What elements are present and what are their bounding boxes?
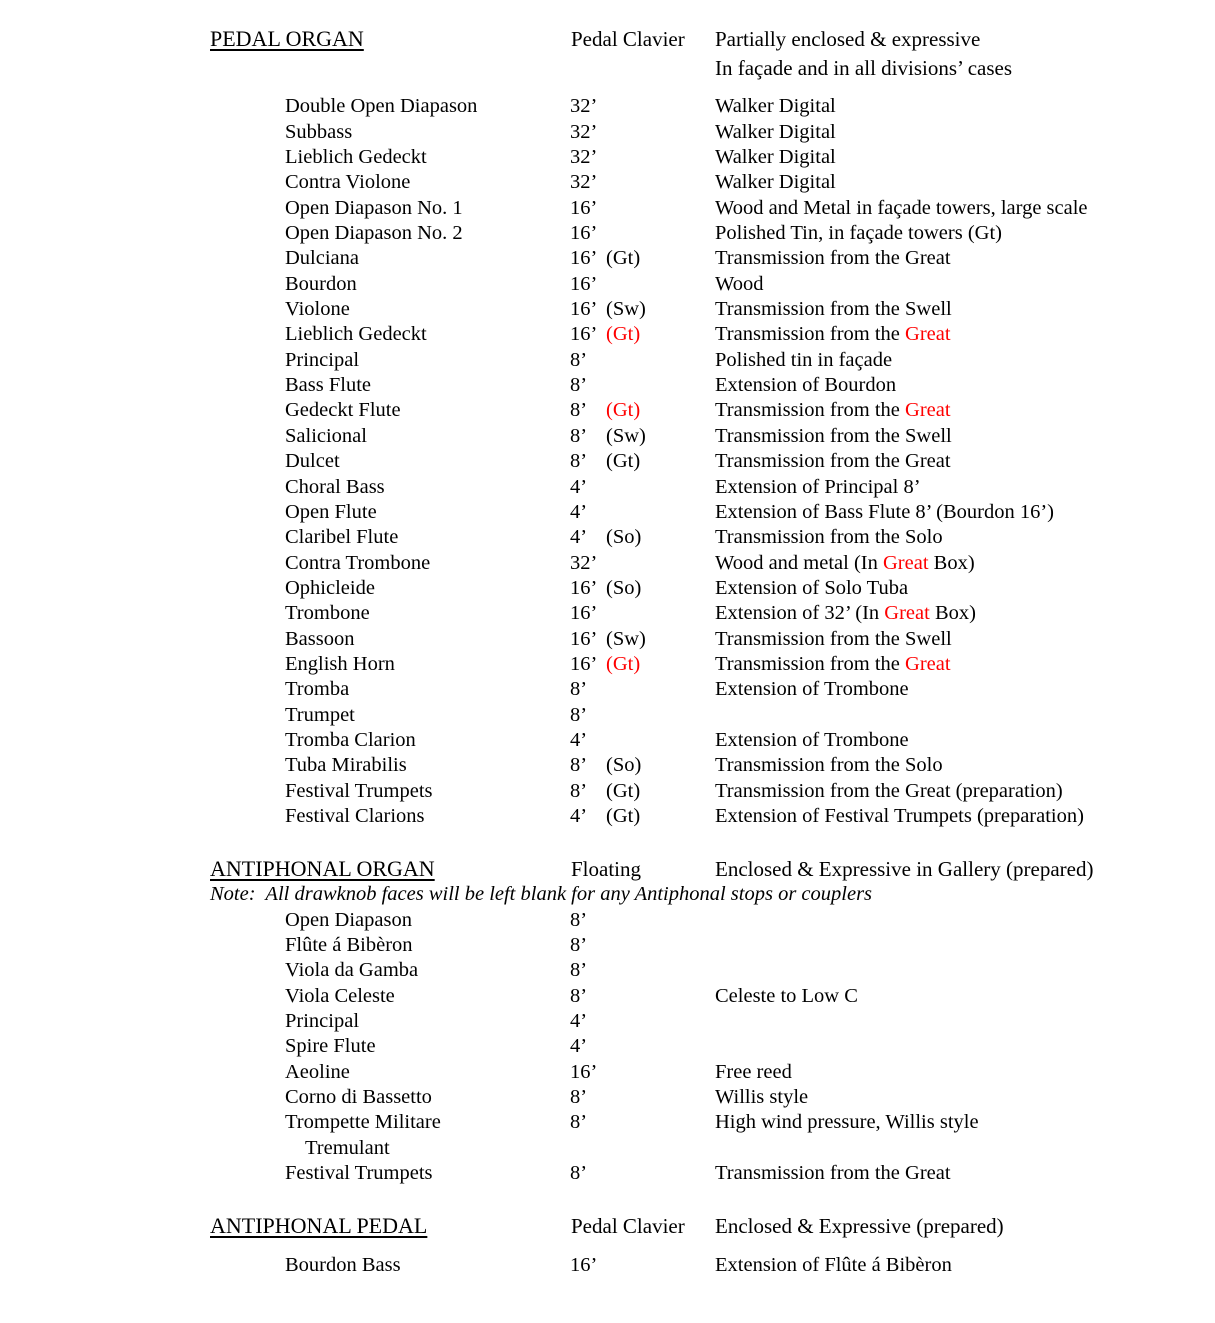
stop-row (0, 475, 1215, 500)
stop-description (715, 348, 892, 373)
stop-description (715, 576, 908, 601)
stop-row (0, 373, 1215, 398)
stop-description (715, 322, 951, 347)
section-description-row (0, 56, 1215, 81)
stop-name: Principal (285, 1010, 360, 1033)
stop-row (0, 424, 1215, 449)
stop-name: Ophicleide (285, 576, 375, 599)
stop-name: Principal (285, 348, 360, 371)
stop-row (0, 1060, 1215, 1085)
stop-description (715, 1085, 808, 1110)
stop-pitch: 8’ (570, 1086, 588, 1109)
red-text-segment: Great (905, 323, 951, 346)
stop-pitch: 4’ (570, 500, 588, 523)
text-segment: Extension of Bass Flute 8’ (Bourdon 16’) (715, 500, 1054, 523)
stop-row (0, 246, 1215, 271)
stop-name: Violone (285, 298, 350, 321)
stop-pitch: 16’ (570, 652, 598, 675)
section-description: Partially enclosed & expressive (715, 27, 981, 51)
note-line: Note: All drawknob faces will be left blank for any Antiphonal stops or couplers (210, 883, 873, 906)
stop-name: Open Diapason No. 2 (285, 222, 463, 245)
stop-description (715, 984, 858, 1009)
stop-division-tag: (So) (606, 526, 642, 549)
stop-row (0, 1085, 1215, 1110)
stop-name: Bourdon (285, 272, 357, 295)
organ-section (0, 856, 1215, 1186)
stop-pitch: 8’ (570, 678, 588, 701)
stop-division-tag: (So) (606, 576, 642, 599)
section-heading-row (0, 26, 1215, 52)
stop-description (715, 804, 1084, 829)
text-segment: Transmission from the Swell (715, 424, 952, 447)
stop-pitch: 8’ (570, 450, 588, 473)
text-segment: Celeste to Low C (715, 984, 858, 1007)
section-clavier: Floating (571, 857, 642, 882)
section-clavier: Pedal Clavier (571, 1214, 685, 1239)
section-heading: PEDAL ORGAN (210, 26, 364, 51)
sections-container (0, 26, 1215, 1279)
stop-description (715, 398, 951, 423)
stop-row (0, 221, 1215, 246)
stop-name: Bourdon Bass (285, 1254, 401, 1277)
stop-row (0, 170, 1215, 195)
text-segment: Wood and metal (In (715, 551, 883, 574)
stop-row (0, 525, 1215, 550)
stop-pitch: 8’ (570, 984, 588, 1007)
text-segment: Transmission from the Swell (715, 627, 952, 650)
stop-row (0, 1136, 1215, 1161)
organ-section (0, 26, 1215, 829)
text-segment: Transmission from the Solo (715, 526, 943, 549)
stop-division-tag: (Sw) (606, 627, 646, 650)
stop-description (715, 246, 951, 271)
stop-pitch: 4’ (570, 475, 588, 498)
section-description: Enclosed & Expressive in Gallery (prepared) (715, 857, 1094, 882)
stop-row (0, 196, 1215, 221)
stop-name: Spire Flute (285, 1035, 376, 1058)
section-description: In façade and in all divisions’ cases (715, 56, 1013, 80)
stop-pitch: 8’ (570, 399, 588, 422)
text-segment: Box) (928, 551, 975, 574)
stop-pitch: 8’ (570, 348, 588, 371)
red-text-segment: Great (884, 602, 930, 625)
stop-name: Salicional (285, 424, 367, 447)
text-segment: Willis style (715, 1086, 809, 1109)
text-segment: Extension of Principal 8’ (715, 475, 921, 498)
text-segment: Polished tin in façade (715, 348, 893, 371)
stop-list (0, 1253, 1215, 1278)
stop-name: Flûte á Bibèron (285, 934, 413, 956)
stop-name: Double Open Diapason (285, 95, 478, 118)
section-description: Enclosed & Expressive (prepared) (715, 1214, 1004, 1239)
text-segment: High wind pressure, Willis style (715, 1111, 979, 1134)
stop-row (0, 728, 1215, 753)
stop-list (0, 94, 1215, 829)
stop-row (0, 933, 1215, 958)
stop-row (0, 958, 1215, 983)
stop-pitch: 16’ (570, 272, 598, 295)
stop-name: Viola Celeste (285, 984, 395, 1007)
stop-description (715, 1110, 979, 1135)
stop-row (0, 703, 1215, 728)
text-segment: Extension of 32’ (In (715, 602, 885, 625)
stop-division-tag: (Gt) (606, 804, 641, 827)
text-segment: Transmission from the (715, 399, 906, 422)
stop-name: Open Flute (285, 500, 377, 523)
stop-description (715, 1060, 792, 1085)
stop-row (0, 500, 1215, 525)
stop-description (715, 627, 952, 652)
stop-description (715, 170, 836, 195)
stop-pitch: 32’ (570, 551, 598, 574)
stop-name: Open Diapason No. 1 (285, 196, 463, 219)
stop-pitch: 4’ (570, 1035, 588, 1058)
text-segment: Walker Digital (715, 120, 836, 143)
stop-description (715, 551, 975, 576)
stop-row (0, 627, 1215, 652)
stop-pitch: 16’ (570, 247, 598, 270)
stop-pitch: 16’ (570, 323, 598, 346)
stop-pitch: 4’ (570, 804, 588, 827)
stop-pitch: 4’ (570, 728, 588, 751)
stop-description (715, 525, 943, 550)
stop-division-tag: (Gt) (606, 399, 641, 422)
stop-pitch: 16’ (570, 576, 598, 599)
stop-row (0, 1253, 1215, 1278)
stop-name: Gedeckt Flute (285, 399, 401, 422)
stop-description (715, 601, 976, 626)
stop-name: Contra Trombone (285, 551, 431, 574)
stop-pitch: 16’ (570, 1254, 598, 1277)
stop-division-tag: (Gt) (606, 450, 641, 473)
stop-row (0, 297, 1215, 322)
stop-name: Claribel Flute (285, 526, 399, 549)
stop-name: Bassoon (285, 627, 355, 650)
stop-pitch: 8’ (570, 908, 588, 931)
stop-description (715, 196, 1088, 221)
stop-name: Subbass (285, 120, 353, 143)
text-segment: Transmission from the (715, 652, 906, 675)
stop-description (715, 652, 951, 677)
stop-row (0, 677, 1215, 702)
stop-row (0, 804, 1215, 829)
section-heading-row (0, 856, 1215, 882)
text-segment: Walker Digital (715, 146, 836, 169)
stop-row (0, 779, 1215, 804)
stop-name: Bass Flute (285, 374, 371, 397)
stop-name: English Horn (285, 652, 395, 675)
stop-pitch: 32’ (570, 171, 598, 194)
stop-row (0, 601, 1215, 626)
stop-division-tag: (So) (606, 754, 642, 777)
text-segment: Extension of Bourdon (715, 374, 897, 397)
stop-row (0, 1034, 1215, 1059)
stop-row (0, 1009, 1215, 1034)
stop-name: Trombone (285, 602, 370, 625)
stop-description (715, 424, 952, 449)
stop-pitch: 16’ (570, 602, 598, 625)
stop-pitch: 8’ (570, 959, 588, 982)
stop-name: Dulciana (285, 247, 359, 270)
text-segment: Extension of Flûte á Bibèron (715, 1254, 952, 1277)
stop-row (0, 348, 1215, 373)
stop-description (715, 221, 1002, 246)
text-segment: Transmission from the Solo (715, 754, 943, 777)
stop-row (0, 551, 1215, 576)
stop-pitch: 8’ (570, 934, 588, 956)
text-segment: Polished Tin, in façade towers (Gt) (715, 222, 1002, 245)
stop-row (0, 449, 1215, 474)
stop-pitch: 16’ (570, 298, 598, 321)
text-segment: Extension of Festival Trumpets (preparation) (715, 804, 1084, 827)
stop-name: Tromba Clarion (285, 728, 416, 751)
stop-division-tag: (Sw) (606, 424, 646, 447)
stop-row (0, 908, 1215, 933)
stop-name: Festival Clarions (285, 804, 425, 827)
stop-division-tag: (Gt) (606, 323, 641, 346)
stop-name: Contra Violone (285, 171, 411, 194)
stop-name: Trumpet (285, 703, 355, 726)
section-heading: ANTIPHONAL ORGAN (210, 856, 435, 882)
stop-list (0, 908, 1215, 1187)
stop-row (0, 984, 1215, 1009)
text-segment: Wood (715, 272, 764, 295)
stop-pitch: 8’ (570, 1162, 588, 1185)
organ-section (0, 1213, 1215, 1278)
text-segment: Extension of Trombone (715, 728, 909, 751)
stop-description (715, 728, 909, 753)
stop-pitch: 32’ (570, 95, 598, 118)
stop-description (715, 272, 763, 297)
section-heading-row (0, 1213, 1215, 1239)
stop-pitch: 32’ (570, 146, 598, 169)
stop-description (715, 677, 909, 702)
stop-row (0, 652, 1215, 677)
stop-pitch: 8’ (570, 374, 588, 397)
stop-description (715, 1161, 951, 1186)
stop-row (0, 576, 1215, 601)
stop-name: Tuba Mirabilis (285, 754, 407, 777)
stop-pitch: 32’ (570, 120, 598, 143)
stop-row (0, 1161, 1215, 1186)
stop-pitch: 8’ (570, 424, 588, 447)
stop-row (0, 120, 1215, 145)
stop-name: Choral Bass (285, 475, 385, 498)
stop-pitch: 16’ (570, 196, 598, 219)
text-segment: Transmission from the Great (715, 1162, 951, 1185)
stop-name: Tromba (285, 678, 350, 701)
text-segment: Transmission from the Swell (715, 298, 952, 321)
stop-description (715, 500, 1054, 525)
stop-description (715, 94, 836, 119)
stop-name: Dulcet (285, 450, 340, 473)
text-segment: Walker Digital (715, 171, 836, 194)
stop-row (0, 322, 1215, 347)
stop-row (0, 272, 1215, 297)
stop-pitch: 4’ (570, 526, 588, 549)
stop-description (715, 1253, 952, 1278)
stop-description (715, 373, 896, 398)
stop-row (0, 1110, 1215, 1135)
red-text-segment: Great (905, 652, 951, 675)
stop-division-tag: (Gt) (606, 652, 641, 675)
stop-pitch: 8’ (570, 779, 588, 802)
stop-name: Corno di Bassetto (285, 1086, 432, 1109)
stop-description (715, 779, 1063, 804)
stop-name: Aeoline (285, 1060, 350, 1083)
stop-description (715, 449, 951, 474)
stop-name: Lieblich Gedeckt (285, 323, 427, 346)
text-segment: Walker Digital (715, 95, 836, 118)
stop-row (0, 398, 1215, 423)
stop-pitch: 16’ (570, 1060, 598, 1083)
text-segment: Transmission from the Great (preparation) (715, 779, 1063, 802)
stop-description (715, 120, 836, 145)
stop-name: Open Diapason (285, 908, 412, 931)
stop-name: Trompette Militare (285, 1111, 441, 1134)
stop-name: Festival Trumpets (285, 779, 433, 802)
section-clavier: Pedal Clavier (571, 27, 685, 51)
stop-division-tag: (Gt) (606, 779, 641, 802)
stop-name: Viola da Gamba (285, 959, 419, 982)
red-text-segment: Great (905, 399, 951, 422)
red-text-segment: Great (883, 551, 929, 574)
stop-name: Tremulant (305, 1136, 390, 1159)
stop-pitch: 8’ (570, 1111, 588, 1134)
stop-row (0, 753, 1215, 778)
text-segment: Extension of Solo Tuba (715, 576, 909, 599)
stop-description (715, 297, 952, 322)
stop-pitch: 8’ (570, 703, 588, 726)
stop-description (715, 145, 836, 170)
stop-row (0, 94, 1215, 119)
text-segment: Transmission from the Great (715, 450, 951, 473)
text-segment: Extension of Trombone (715, 678, 909, 701)
stop-pitch: 16’ (570, 627, 598, 650)
text-segment: Transmission from the (715, 323, 906, 346)
stop-name: Lieblich Gedeckt (285, 146, 427, 169)
stop-division-tag: (Gt) (606, 247, 641, 270)
note-row (0, 882, 1215, 907)
text-segment: Box) (929, 602, 976, 625)
text-segment: Transmission from the Great (715, 247, 951, 270)
stop-description (715, 475, 921, 500)
stop-name: Festival Trumpets (285, 1162, 433, 1185)
text-segment: Wood and Metal in façade towers, large scale (715, 196, 1088, 219)
stop-division-tag: (Sw) (606, 298, 646, 321)
stop-pitch: 8’ (570, 754, 588, 777)
stop-row (0, 145, 1215, 170)
stop-pitch: 16’ (570, 222, 598, 245)
stop-pitch: 4’ (570, 1010, 588, 1033)
text-segment: Free reed (715, 1060, 792, 1083)
section-heading: ANTIPHONAL PEDAL (210, 1213, 428, 1239)
stop-description (715, 753, 943, 778)
